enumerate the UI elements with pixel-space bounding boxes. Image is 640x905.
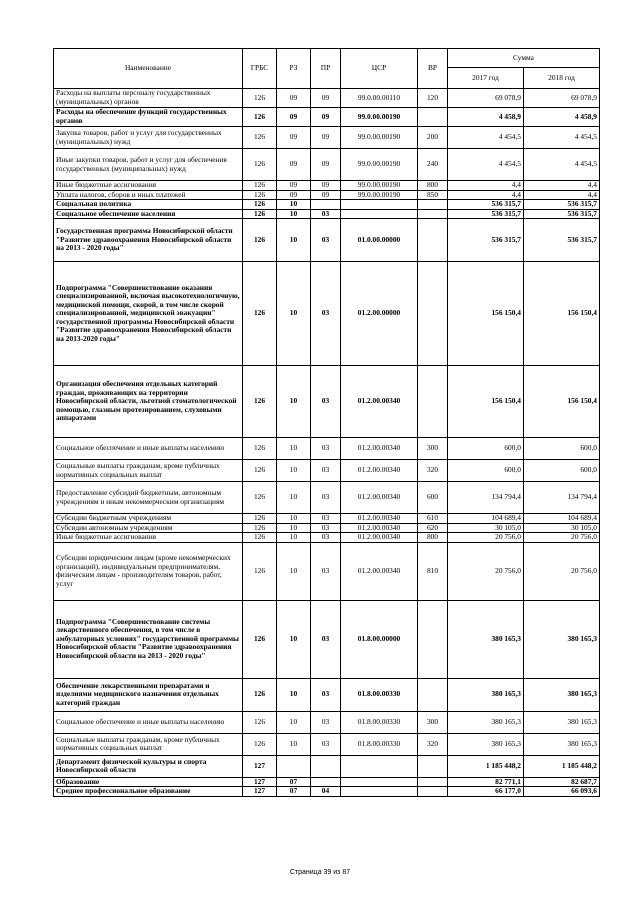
cell-vr bbox=[418, 366, 448, 438]
cell-sum-2017: 536 315,7 bbox=[448, 200, 524, 210]
cell-sum-2018: 536 315,7 bbox=[524, 209, 600, 219]
cell-pr: 03 bbox=[311, 678, 341, 711]
table-row bbox=[54, 787, 600, 797]
cell-csr: 01.2.00.00340 bbox=[341, 366, 418, 438]
table-row bbox=[54, 219, 600, 262]
cell-pr: 09 bbox=[311, 127, 341, 149]
cell-vr bbox=[418, 678, 448, 711]
cell-name: Социальное обеспечение и иные выплаты населению bbox=[54, 711, 243, 733]
table-row bbox=[54, 460, 600, 482]
header-2018: 2018 год bbox=[524, 68, 600, 89]
cell-pr: 04 bbox=[311, 787, 341, 797]
cell-rz: 10 bbox=[277, 514, 311, 524]
cell-name: Департамент физической культуры и спорта Новосибирской области bbox=[54, 755, 243, 777]
cell-grbs: 126 bbox=[243, 366, 277, 438]
cell-pr: 03 bbox=[311, 600, 341, 678]
cell-sum-2018: 66 093,6 bbox=[524, 787, 600, 797]
cell-pr bbox=[311, 755, 341, 777]
cell-csr: 01.2.00.00000 bbox=[341, 262, 418, 366]
cell-sum-2017: 30 105,0 bbox=[448, 523, 524, 533]
table-row bbox=[54, 733, 600, 755]
cell-csr: 01.2.00.00340 bbox=[341, 460, 418, 482]
cell-csr: 99.0.00.00190 bbox=[341, 149, 418, 181]
cell-pr: 03 bbox=[311, 262, 341, 366]
cell-sum-2017: 600,0 bbox=[448, 460, 524, 482]
cell-sum-2017: 20 756,0 bbox=[448, 533, 524, 543]
cell-pr: 03 bbox=[311, 219, 341, 262]
cell-grbs: 127 bbox=[243, 755, 277, 777]
cell-name: Организация обеспечения отдельных категорий граждан, проживающих на территории Новосибирской области, льготной стоматологической помощью, глазным протезированием, слуховыми аппаратами bbox=[54, 366, 243, 438]
cell-sum-2018: 104 689,4 bbox=[524, 514, 600, 524]
cell-pr bbox=[311, 777, 341, 787]
cell-vr: 800 bbox=[418, 533, 448, 543]
cell-sum-2017: 156 150,4 bbox=[448, 366, 524, 438]
header-csr: ЦСР bbox=[341, 49, 418, 89]
cell-grbs: 126 bbox=[243, 149, 277, 181]
cell-csr bbox=[341, 787, 418, 797]
cell-sum-2017: 4 454,5 bbox=[448, 127, 524, 149]
cell-name: Обеспечение лекарственными препаратами и изделиями медицинского назначения отдельных категорий граждан bbox=[54, 678, 243, 711]
cell-vr bbox=[418, 209, 448, 219]
cell-sum-2018: 156 150,4 bbox=[524, 262, 600, 366]
cell-name: Субсидии юридическим лицам (кроме некоммерческих организаций), индивидуальным предпринимателям, физическим лицам - производителям товаров, работ, услуг bbox=[54, 542, 243, 600]
cell-sum-2017: 4 454,5 bbox=[448, 149, 524, 181]
cell-vr: 200 bbox=[418, 127, 448, 149]
table-row bbox=[54, 523, 600, 533]
cell-rz: 09 bbox=[277, 89, 311, 108]
cell-rz: 10 bbox=[277, 209, 311, 219]
cell-sum-2017: 4,4 bbox=[448, 181, 524, 191]
cell-grbs: 126 bbox=[243, 542, 277, 600]
cell-name: Иные бюджетные ассигнования bbox=[54, 181, 243, 191]
table-row bbox=[54, 108, 600, 127]
cell-sum-2017: 536 315,7 bbox=[448, 209, 524, 219]
cell-sum-2018: 156 150,4 bbox=[524, 366, 600, 438]
table-row bbox=[54, 755, 600, 777]
cell-sum-2018: 380 165,3 bbox=[524, 678, 600, 711]
table-row bbox=[54, 181, 600, 191]
cell-vr bbox=[418, 200, 448, 210]
cell-vr: 800 bbox=[418, 181, 448, 191]
cell-name: Социальные выплаты гражданам, кроме публичных нормативных социальных выплат bbox=[54, 733, 243, 755]
cell-grbs: 126 bbox=[243, 733, 277, 755]
cell-rz: 09 bbox=[277, 127, 311, 149]
cell-pr: 03 bbox=[311, 460, 341, 482]
cell-sum-2017: 1 185 448,2 bbox=[448, 755, 524, 777]
cell-csr bbox=[341, 200, 418, 210]
cell-vr bbox=[418, 777, 448, 787]
cell-sum-2018: 4,4 bbox=[524, 181, 600, 191]
cell-vr: 240 bbox=[418, 149, 448, 181]
cell-sum-2018: 4 454,5 bbox=[524, 127, 600, 149]
cell-grbs: 126 bbox=[243, 523, 277, 533]
cell-pr: 03 bbox=[311, 542, 341, 600]
table-row bbox=[54, 209, 600, 219]
table-row bbox=[54, 533, 600, 543]
table-row bbox=[54, 127, 600, 149]
cell-csr: 01.0.00.00000 bbox=[341, 219, 418, 262]
cell-vr: 320 bbox=[418, 733, 448, 755]
cell-grbs: 126 bbox=[243, 678, 277, 711]
cell-sum-2017: 66 177,0 bbox=[448, 787, 524, 797]
cell-sum-2018: 536 315,7 bbox=[524, 200, 600, 210]
cell-name: Социальное обеспечение и иные выплаты населению bbox=[54, 438, 243, 460]
cell-pr: 03 bbox=[311, 482, 341, 514]
cell-rz: 10 bbox=[277, 438, 311, 460]
cell-vr: 810 bbox=[418, 542, 448, 600]
cell-csr bbox=[341, 209, 418, 219]
cell-pr: 09 bbox=[311, 108, 341, 127]
cell-vr bbox=[418, 600, 448, 678]
cell-rz: 10 bbox=[277, 600, 311, 678]
cell-csr: 01.2.00.00340 bbox=[341, 514, 418, 524]
cell-pr: 03 bbox=[311, 209, 341, 219]
cell-csr: 01.8.00.00330 bbox=[341, 733, 418, 755]
cell-grbs: 127 bbox=[243, 787, 277, 797]
cell-name: Среднее профессиональное образование bbox=[54, 787, 243, 797]
cell-name: Иные закупки товаров, работ и услуг для обеспечения государственных (муниципальных) нужд bbox=[54, 149, 243, 181]
cell-sum-2017: 156 150,4 bbox=[448, 262, 524, 366]
cell-name: Социальные выплаты гражданам, кроме публичных нормативных социальных выплат bbox=[54, 460, 243, 482]
cell-vr bbox=[418, 219, 448, 262]
cell-csr: 99.0.00.00190 bbox=[341, 190, 418, 200]
cell-rz: 07 bbox=[277, 787, 311, 797]
cell-csr bbox=[341, 755, 418, 777]
cell-grbs: 126 bbox=[243, 181, 277, 191]
cell-rz: 10 bbox=[277, 460, 311, 482]
cell-vr: 850 bbox=[418, 190, 448, 200]
cell-name: Социальная политика bbox=[54, 200, 243, 210]
cell-grbs: 126 bbox=[243, 600, 277, 678]
cell-sum-2017: 600,0 bbox=[448, 438, 524, 460]
cell-grbs: 126 bbox=[243, 460, 277, 482]
table-row bbox=[54, 777, 600, 787]
header-sum: Сумма bbox=[448, 49, 600, 68]
cell-grbs: 126 bbox=[243, 482, 277, 514]
table-row bbox=[54, 149, 600, 181]
header-grbs: ГРБС bbox=[243, 49, 277, 89]
cell-name: Расходы на обеспечение функций государственных органов bbox=[54, 108, 243, 127]
cell-grbs: 126 bbox=[243, 219, 277, 262]
cell-sum-2018: 1 185 448,2 bbox=[524, 755, 600, 777]
cell-name: Предоставление субсидий бюджетным, автономным учреждениям и иным некоммерческим организациям bbox=[54, 482, 243, 514]
cell-csr bbox=[341, 777, 418, 787]
cell-vr bbox=[418, 787, 448, 797]
cell-csr: 99.0.00.00190 bbox=[341, 181, 418, 191]
table-row bbox=[54, 514, 600, 524]
table-row bbox=[54, 438, 600, 460]
cell-grbs: 126 bbox=[243, 514, 277, 524]
cell-name: Расходы на выплаты персоналу государственных (муниципальных) органов bbox=[54, 89, 243, 108]
cell-sum-2018: 30 105,0 bbox=[524, 523, 600, 533]
cell-rz: 10 bbox=[277, 533, 311, 543]
cell-pr: 03 bbox=[311, 533, 341, 543]
cell-csr: 01.8.00.00000 bbox=[341, 600, 418, 678]
cell-rz: 10 bbox=[277, 262, 311, 366]
cell-sum-2017: 20 756,0 bbox=[448, 542, 524, 600]
cell-sum-2017: 536 315,7 bbox=[448, 219, 524, 262]
cell-grbs: 126 bbox=[243, 438, 277, 460]
cell-sum-2018: 380 165,3 bbox=[524, 733, 600, 755]
cell-name: Образование bbox=[54, 777, 243, 787]
cell-rz: 09 bbox=[277, 190, 311, 200]
cell-rz: 07 bbox=[277, 777, 311, 787]
cell-grbs: 126 bbox=[243, 533, 277, 543]
cell-sum-2018: 82 687,7 bbox=[524, 777, 600, 787]
cell-sum-2018: 600,0 bbox=[524, 438, 600, 460]
cell-sum-2018: 4 454,5 bbox=[524, 149, 600, 181]
cell-rz: 10 bbox=[277, 219, 311, 262]
cell-csr: 01.8.00.00330 bbox=[341, 678, 418, 711]
page-footer: Страница 39 из 87 bbox=[289, 869, 351, 876]
cell-rz: 09 bbox=[277, 181, 311, 191]
cell-sum-2017: 4,4 bbox=[448, 190, 524, 200]
cell-csr: 99.0.00.00190 bbox=[341, 127, 418, 149]
cell-name: Иные бюджетные ассигнования bbox=[54, 533, 243, 543]
header-rz: РЗ bbox=[277, 49, 311, 89]
budget-table bbox=[53, 48, 600, 797]
cell-name: Социальное обеспечение населения bbox=[54, 209, 243, 219]
cell-sum-2018: 4,4 bbox=[524, 190, 600, 200]
cell-grbs: 126 bbox=[243, 108, 277, 127]
cell-sum-2017: 104 689,4 bbox=[448, 514, 524, 524]
cell-pr: 03 bbox=[311, 523, 341, 533]
cell-name: Подпрограмма "Совершенствование системы лекарственного обеспечения, в том числе в амбулаторных условиях" государственной программы Новосибирской области "Развитие здравоохранения Новосибирской области на 2013 - 2020 годы" bbox=[54, 600, 243, 678]
cell-vr: 320 bbox=[418, 460, 448, 482]
cell-sum-2017: 380 165,3 bbox=[448, 678, 524, 711]
cell-name: Уплата налогов, сборов и иных платежей bbox=[54, 190, 243, 200]
cell-pr bbox=[311, 200, 341, 210]
cell-rz: 10 bbox=[277, 542, 311, 600]
cell-csr: 99.0.00.00190 bbox=[341, 108, 418, 127]
cell-sum-2018: 69 078,9 bbox=[524, 89, 600, 108]
cell-vr: 620 bbox=[418, 523, 448, 533]
header-pr: ПР bbox=[311, 49, 341, 89]
table-row bbox=[54, 200, 600, 210]
cell-grbs: 126 bbox=[243, 262, 277, 366]
cell-sum-2017: 69 078,9 bbox=[448, 89, 524, 108]
cell-sum-2018: 380 165,3 bbox=[524, 711, 600, 733]
cell-pr: 03 bbox=[311, 711, 341, 733]
cell-sum-2018: 380 165,3 bbox=[524, 600, 600, 678]
cell-csr: 99.0.00.00110 bbox=[341, 89, 418, 108]
cell-name: Закупка товаров, работ и услуг для государственных (муниципальных) нужд bbox=[54, 127, 243, 149]
cell-grbs: 126 bbox=[243, 209, 277, 219]
header-name: Наименование bbox=[54, 49, 243, 89]
cell-sum-2018: 4 458,9 bbox=[524, 108, 600, 127]
cell-sum-2017: 82 771,1 bbox=[448, 777, 524, 787]
cell-rz: 10 bbox=[277, 482, 311, 514]
cell-rz: 10 bbox=[277, 523, 311, 533]
table-row bbox=[54, 482, 600, 514]
cell-vr: 300 bbox=[418, 711, 448, 733]
table-row bbox=[54, 711, 600, 733]
cell-pr: 03 bbox=[311, 438, 341, 460]
cell-rz: 10 bbox=[277, 733, 311, 755]
cell-grbs: 126 bbox=[243, 190, 277, 200]
cell-sum-2017: 4 458,9 bbox=[448, 108, 524, 127]
cell-csr: 01.2.00.00340 bbox=[341, 542, 418, 600]
cell-rz: 09 bbox=[277, 108, 311, 127]
cell-grbs: 126 bbox=[243, 127, 277, 149]
cell-csr: 01.8.00.00330 bbox=[341, 711, 418, 733]
table-row bbox=[54, 262, 600, 366]
cell-name: Субсидии автономным учреждениям bbox=[54, 523, 243, 533]
cell-sum-2017: 380 165,3 bbox=[448, 600, 524, 678]
cell-sum-2018: 600,0 bbox=[524, 460, 600, 482]
cell-grbs: 127 bbox=[243, 777, 277, 787]
cell-sum-2018: 536 315,7 bbox=[524, 219, 600, 262]
cell-pr: 03 bbox=[311, 733, 341, 755]
cell-sum-2018: 134 794,4 bbox=[524, 482, 600, 514]
cell-grbs: 126 bbox=[243, 200, 277, 210]
cell-sum-2018: 20 756,0 bbox=[524, 542, 600, 600]
cell-name: Субсидии бюджетным учреждениям bbox=[54, 514, 243, 524]
cell-sum-2017: 380 165,3 bbox=[448, 711, 524, 733]
cell-csr: 01.2.00.00340 bbox=[341, 482, 418, 514]
cell-sum-2018: 20 756,0 bbox=[524, 533, 600, 543]
cell-name: Государственная программа Новосибирской области "Развитие здравоохранения Новосибирской области на 2013 - 2020 годы" bbox=[54, 219, 243, 262]
cell-pr: 09 bbox=[311, 149, 341, 181]
cell-name: Подпрограмма "Совершенствование оказания специализированной, включая высокотехнологичную, медицинской помощи, скорой, в том числе скорой специализированной, медицинской эвакуации" государственной программы Новосибирской области "Развитие здравоохранения Новосибирской области на 2013-2020 годы" bbox=[54, 262, 243, 366]
table-row bbox=[54, 542, 600, 600]
cell-csr: 01.2.00.00340 bbox=[341, 533, 418, 543]
cell-vr bbox=[418, 108, 448, 127]
cell-rz: 10 bbox=[277, 711, 311, 733]
header-2017: 2017 год bbox=[448, 68, 524, 89]
cell-vr bbox=[418, 262, 448, 366]
cell-rz: 09 bbox=[277, 149, 311, 181]
cell-csr: 01.2.00.00340 bbox=[341, 438, 418, 460]
cell-rz: 10 bbox=[277, 200, 311, 210]
cell-pr: 09 bbox=[311, 190, 341, 200]
table-row bbox=[54, 89, 600, 108]
table-row bbox=[54, 190, 600, 200]
cell-vr bbox=[418, 755, 448, 777]
cell-pr: 03 bbox=[311, 366, 341, 438]
cell-sum-2017: 134 794,4 bbox=[448, 482, 524, 514]
header-vr: ВР bbox=[418, 49, 448, 89]
cell-grbs: 126 bbox=[243, 711, 277, 733]
cell-grbs: 126 bbox=[243, 89, 277, 108]
cell-rz bbox=[277, 755, 311, 777]
cell-pr: 03 bbox=[311, 514, 341, 524]
cell-vr: 610 bbox=[418, 514, 448, 524]
cell-vr: 600 bbox=[418, 482, 448, 514]
table-body bbox=[54, 89, 600, 797]
cell-vr: 300 bbox=[418, 438, 448, 460]
table-row bbox=[54, 678, 600, 711]
cell-rz: 10 bbox=[277, 678, 311, 711]
cell-csr: 01.2.00.00340 bbox=[341, 523, 418, 533]
cell-pr: 09 bbox=[311, 181, 341, 191]
table-row bbox=[54, 600, 600, 678]
cell-rz: 10 bbox=[277, 366, 311, 438]
cell-vr: 120 bbox=[418, 89, 448, 108]
table-row bbox=[54, 366, 600, 438]
cell-pr: 09 bbox=[311, 89, 341, 108]
cell-sum-2017: 380 165,3 bbox=[448, 733, 524, 755]
